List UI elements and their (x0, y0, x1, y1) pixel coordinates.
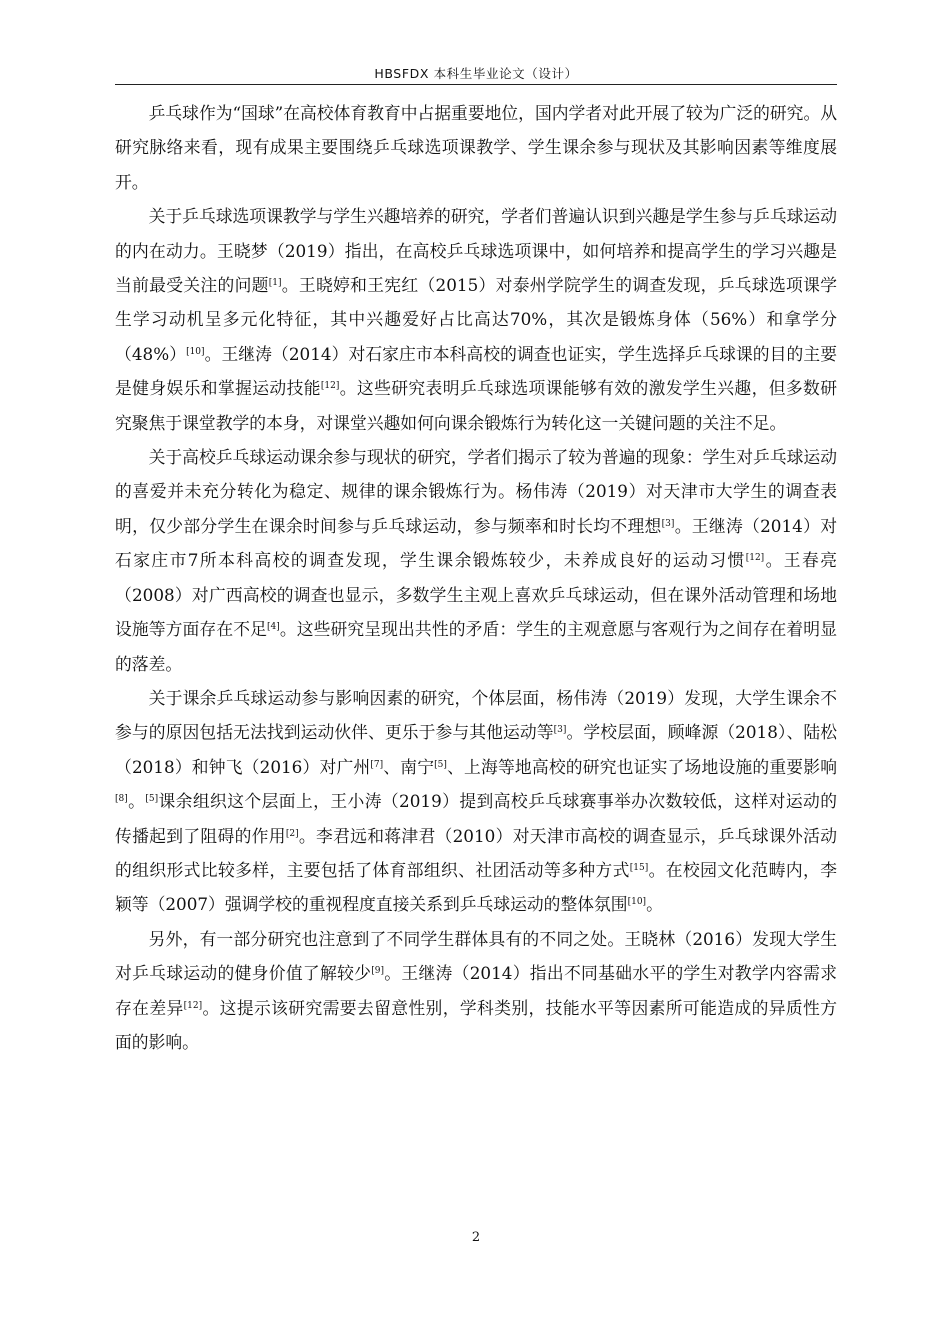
text-run: 关于课余乒乓球运动参与影响因素的研究，个体层面，杨伟涛（2019）发现，大学生课余不参与的原因包括无法找到运动伙伴、更乐于参与其他运动等 (115, 687, 837, 743)
paragraph (115, 922, 837, 1060)
citation-ref: [15] (629, 862, 649, 873)
citation-ref: [10] (627, 897, 647, 908)
text-run: 。这些研究呈现出共性的矛盾：学生的主观意愿与客观行为之间存在着明显的落差。 (115, 619, 837, 674)
citation-ref: [12] (745, 553, 765, 564)
text-run: 关于乒乓球选项课教学与学生兴趣培养的研究，学者们普遍认识到兴趣是学生参与乒乓球运动的内在动力。王晓梦（2019）指出，在高校乒乓球选项课中，如何培养和提高学生的学习兴趣是当前最受关注的问题 (115, 206, 837, 296)
citation-ref: [5] (145, 794, 159, 805)
text-run: 。王继涛（2014）对石家庄市7所本科高校的调查发现，学生课余锻炼较少，未养成良好的运动习惯 (115, 515, 837, 571)
citation-ref: [1] (268, 278, 282, 289)
citation-ref: [4] (266, 622, 280, 633)
citation-ref: [8] (115, 794, 128, 805)
text-run: 。王晓婷和王宪红（2015）对泰州学院学生的调查发现，乒乓球选项课学生学习动机呈多元化特征，其中兴趣爱好占比高达70%，其次是锻炼身体（56%）和拿学分（48%） (115, 275, 837, 364)
citation-ref: [7] (370, 759, 384, 770)
page-number: 2 (471, 1230, 481, 1245)
text-run: 。在校园文化范畴内，李颖等（2007）强调学校的重视程度直接关系到乒乓球运动的整体氛围 (115, 859, 837, 915)
text-run: 。王继涛（2014）对石家庄市本科高校的调查也证实，学生选择乒乓球课的目的主要是健身娱乐和掌握运动技能 (115, 343, 837, 399)
text-run: 、南宁 (383, 756, 435, 777)
text-run: 乒乓球作为“国球”在高校体育教育中占据重要地位，国内学者对此开展了较为广泛的研究。从研究脉络来看，现有成果主要围绕乒乓球选项课教学、学生课余参与现状及其影响因素等维度展开。 (115, 103, 838, 192)
body-text (115, 96, 837, 1059)
text-run: 。这些研究表明乒乓球选项课能够有效的激发学生兴趣，但多数研究聚焦于课堂教学的本身，对课堂兴趣如何向课余锻炼行为转化这一关键问题的关注不足。 (115, 378, 837, 433)
running-header: HBSFDX 本科生毕业论文（设计） (374, 66, 578, 81)
text-run: 关于高校乒乓球运动课余参与现状的研究，学者们揭示了较为普遍的现象：学生对乒乓球运动的喜爱并未充分转化为稳定、规律的课余锻炼行为。杨伟涛（2019）对天津市大学生的调查表明，仅少部分学生在课余时间参与乒乓球运动，参与频率和时长均不理想 (115, 447, 837, 536)
citation-ref: [3] (661, 518, 675, 529)
text-run: 。学校层面，顾峰源（2018）、陆松（2018）和钟飞（2016）对广州 (115, 722, 837, 777)
paragraph (115, 96, 837, 199)
text-run: 。李君远和蒋津君（2010）对天津市高校的调查显示，乒乓球课外活动的组织形式比较多样，主要包括了体育部组织、社团活动等多种方式 (115, 825, 837, 880)
citation-ref: [2] (285, 828, 299, 839)
citation-ref: [10] (186, 346, 205, 357)
text-run: 。王春亮（2008）对广西高校的调查也显示，多数学生主观上喜欢乒乓球运动，但在课外活动管理和场地设施等方面存在不足 (115, 550, 837, 640)
citation-ref: [12] (320, 381, 340, 392)
text-run: 另外，有一部分研究也注意到了不同学生群体具有的不同之处。王晓林（2016）发现大学生对乒乓球运动的健身价值了解较少 (115, 928, 837, 984)
citation-ref: [9] (371, 966, 384, 977)
paragraph (115, 199, 837, 440)
paragraph (115, 440, 837, 681)
text-run: 。 (127, 791, 146, 812)
text-run: 。这提示该研究需要去留意性别，学科类别，技能水平等因素所可能造成的异质性方面的影响。 (115, 997, 837, 1052)
text-run: 课余组织这个层面上，王小涛（2019）提到高校乒乓球赛事举办次数较低，这样对运动的传播起到了阻碍的作用 (115, 791, 837, 846)
text-run: 。王继涛（2014）指出不同基础水平的学生对教学内容需求存在差异 (115, 963, 837, 1018)
text-run: 。 (646, 894, 663, 915)
header-rule (115, 84, 837, 85)
citation-ref: [12] (183, 1000, 203, 1011)
citation-ref: [3] (553, 725, 567, 736)
citation-ref: [5] (434, 759, 447, 770)
paragraph (115, 681, 837, 922)
text-run: 、上海等地高校的研究也证实了场地设施的重要影响 (446, 756, 837, 777)
